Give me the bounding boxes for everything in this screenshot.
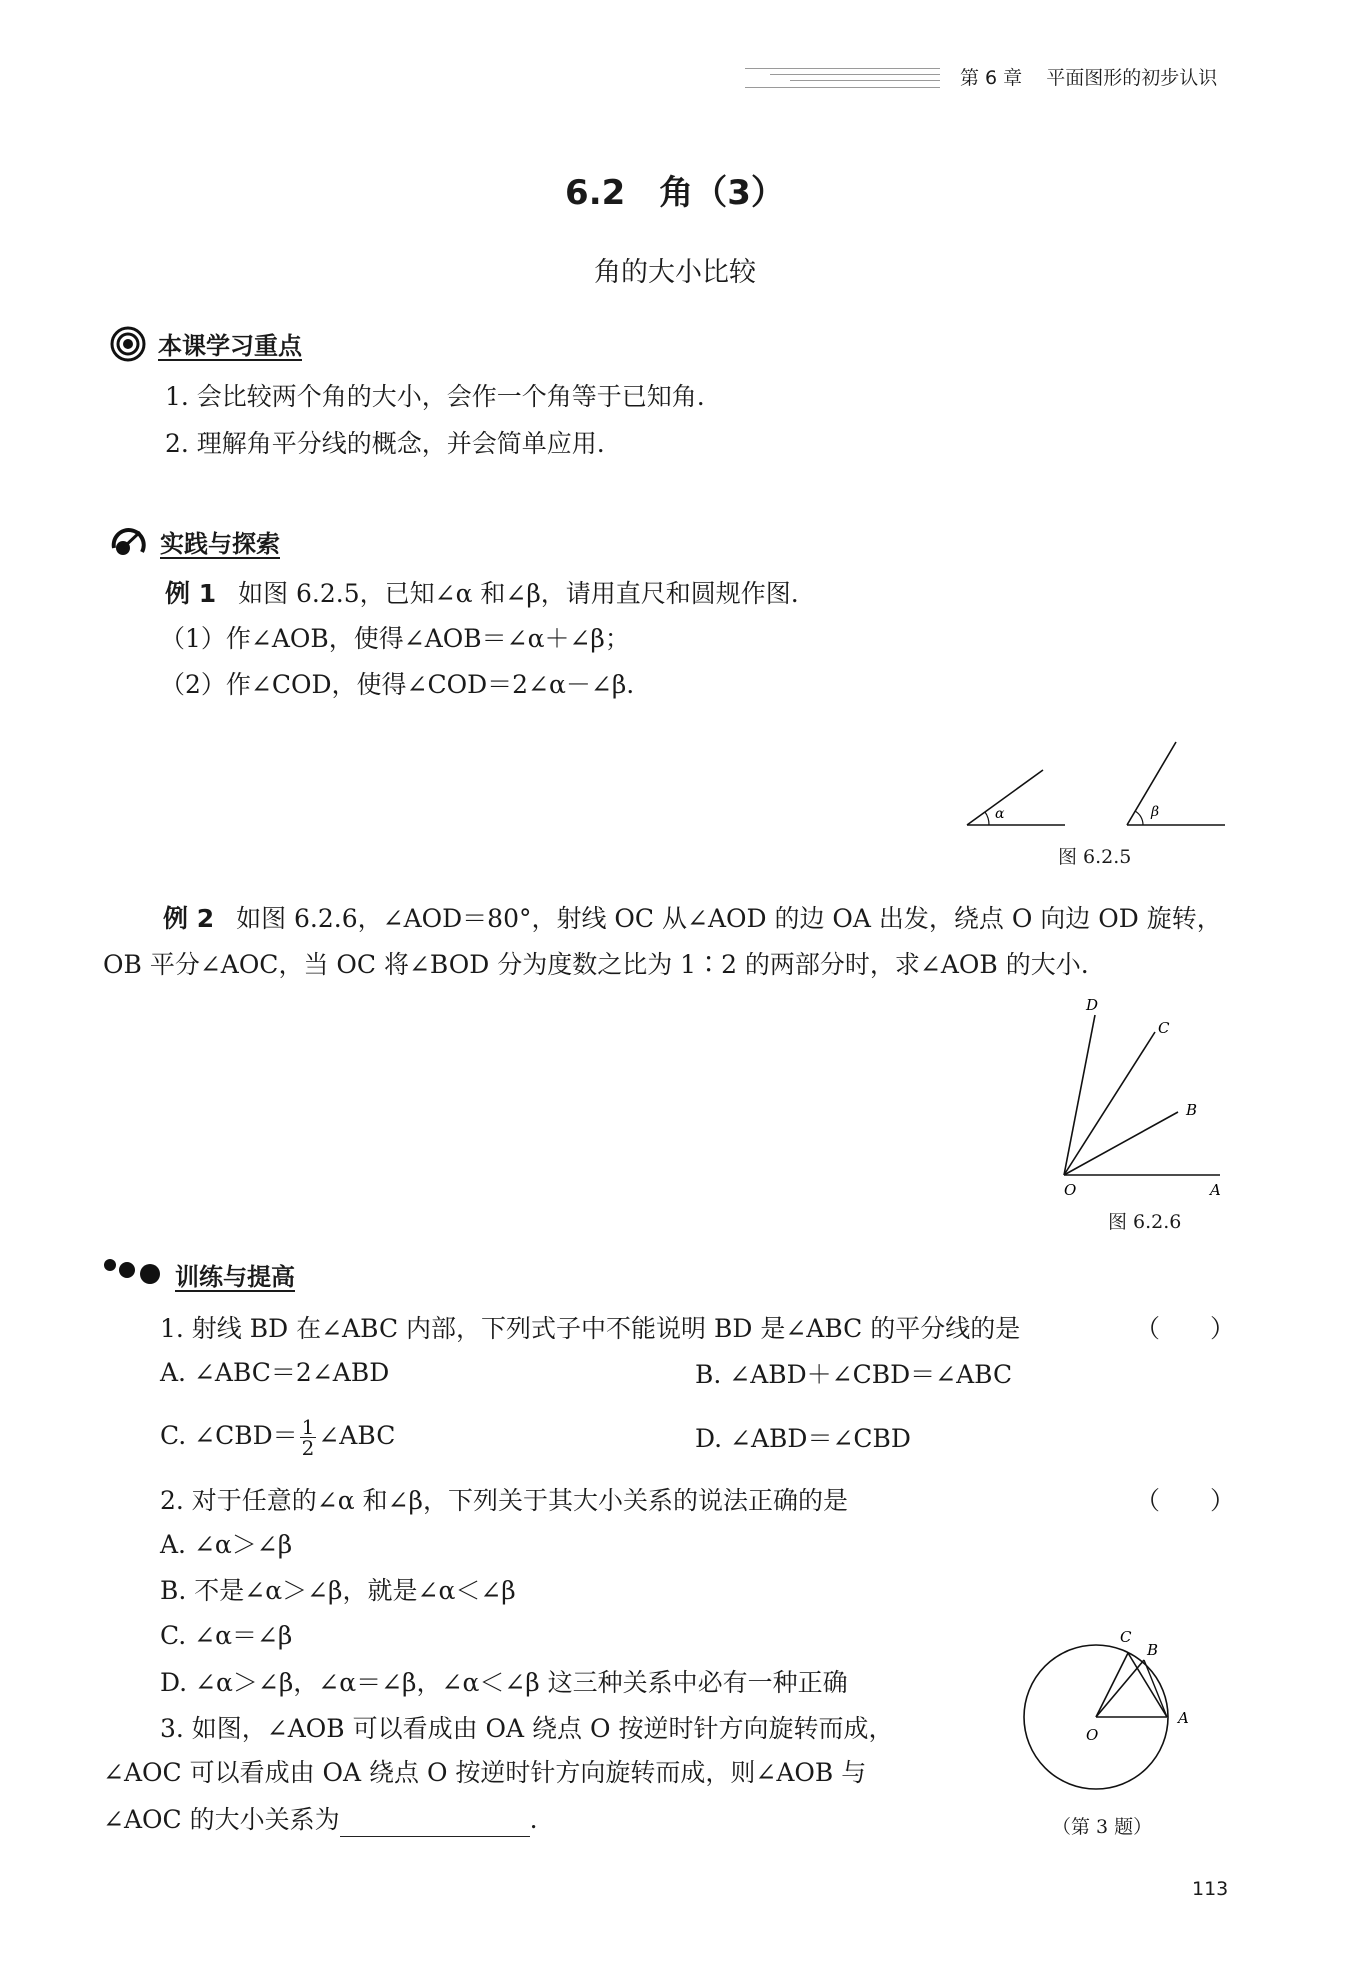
dots-icon bbox=[102, 1255, 164, 1285]
figure-question-3 bbox=[1010, 1625, 1210, 1805]
example-1-stem bbox=[165, 577, 799, 611]
question-1-stem: 1. 射线 BD 在∠ABC 内部，下列式子中不能说明 BD 是∠ABC 的平分线的是 bbox=[160, 1314, 1021, 1343]
example-1-part-2: （2）作∠COD，使得∠COD＝2∠α－∠β. bbox=[160, 670, 635, 699]
chapter-number: 第 6 章 bbox=[960, 67, 1023, 89]
fraction-denominator: 2 bbox=[301, 1436, 315, 1460]
example-1-text: 如图 6.2.5，已知∠α 和∠β，请用直尺和圆规作图. bbox=[238, 579, 799, 608]
option-c-suffix: ∠ABC bbox=[318, 1421, 396, 1450]
example-2-label: 例 2 bbox=[163, 904, 215, 933]
chapter-header bbox=[960, 63, 1217, 90]
point-O-label: O bbox=[1064, 1181, 1077, 1199]
question-3-text: ∠AOC 的大小关系为 bbox=[103, 1805, 340, 1834]
example-2-line-2: OB 平分∠AOC，当 OC 将∠BOD 分为度数之比为 1∶2 的两部分时，求∠AOB 的大小. bbox=[103, 950, 1089, 979]
question-1-option-d: D. ∠ABD＝∠CBD bbox=[695, 1424, 911, 1453]
fraction-one-half bbox=[300, 1417, 317, 1458]
section-title-explore: 实践与探索 bbox=[160, 530, 280, 558]
example-1-label: 例 1 bbox=[165, 579, 217, 608]
alpha-label: α bbox=[995, 806, 1005, 822]
angle-beta bbox=[1127, 742, 1225, 825]
question-2-answer-bracket[interactable]: （ ） bbox=[1135, 1486, 1236, 1515]
chapter-title: 平面图形的初步认识 bbox=[1046, 67, 1218, 89]
figure-6-2-5 bbox=[955, 735, 1235, 835]
page-subtitle: 角的大小比较 bbox=[594, 257, 756, 288]
option-c-prefix: C. ∠CBD＝ bbox=[160, 1421, 298, 1450]
figure-question-3-caption: （第 3 题） bbox=[1052, 1816, 1153, 1838]
question-3-line-3 bbox=[103, 1803, 538, 1837]
question-2-option-d: D. ∠α＞∠β，∠α＝∠β，∠α＜∠β 这三种关系中必有一种正确 bbox=[160, 1668, 848, 1697]
point-D-label: D bbox=[1086, 996, 1099, 1014]
question-1-option-b: B. ∠ABD＋∠CBD＝∠ABC bbox=[695, 1360, 1013, 1389]
point-C-label: C bbox=[1158, 1019, 1170, 1037]
question-1-option-a: A. ∠ABC＝2∠ABD bbox=[160, 1358, 390, 1387]
question-1-answer-bracket[interactable]: （ ） bbox=[1135, 1314, 1236, 1343]
q3-point-C-label: C bbox=[1120, 1628, 1132, 1646]
question-3-line-1: 3. 如图，∠AOB 可以看成由 OA 绕点 O 按逆时针方向旋转而成， bbox=[160, 1714, 894, 1743]
question-2-option-c: C. ∠α＝∠β bbox=[160, 1621, 293, 1650]
question-3-period: . bbox=[529, 1805, 538, 1834]
example-2-text: 如图 6.2.6，∠AOD＝80°，射线 OC 从∠AOD 的边 OA 出发，绕点 O 向边 OD 旋转， bbox=[236, 904, 1222, 933]
q3-point-A-label: A bbox=[1178, 1709, 1189, 1727]
question-2-option-b: B. 不是∠α＞∠β，就是∠α＜∠β bbox=[160, 1576, 516, 1605]
question-3-line-2: ∠AOC 可以看成由 OA 绕点 O 按逆时针方向旋转而成，则∠AOB 与 bbox=[103, 1758, 867, 1787]
point-A-label: A bbox=[1210, 1181, 1221, 1199]
angle-alpha bbox=[967, 770, 1065, 825]
page-title: 6.2 角（3） bbox=[565, 173, 785, 213]
example-1-part-1: （1）作∠AOB，使得∠AOB＝∠α＋∠β； bbox=[160, 624, 630, 653]
question-2-option-a: A. ∠α＞∠β bbox=[160, 1530, 293, 1559]
q3-point-B-label: B bbox=[1147, 1641, 1159, 1659]
focus-item-1: 1. 会比较两个角的大小，会作一个角等于已知角. bbox=[165, 382, 705, 411]
fraction-numerator: 1 bbox=[301, 1415, 315, 1439]
explore-icon bbox=[110, 522, 148, 560]
question-2-stem: 2. 对于任意的∠α 和∠β，下列关于其大小关系的说法正确的是 bbox=[160, 1486, 848, 1515]
section-title-practice: 训练与提高 bbox=[175, 1263, 295, 1291]
section-title-focus: 本课学习重点 bbox=[158, 332, 302, 360]
question-1-option-c bbox=[160, 1406, 395, 1466]
figure-6-2-5-caption: 图 6.2.5 bbox=[1058, 846, 1132, 868]
example-2-line-1 bbox=[163, 902, 1222, 936]
focus-item-2: 2. 理解角平分线的概念，并会简单应用. bbox=[165, 429, 605, 458]
figure-6-2-6-caption: 图 6.2.6 bbox=[1108, 1211, 1182, 1233]
beta-label: β bbox=[1151, 804, 1160, 820]
answer-blank[interactable] bbox=[340, 1810, 530, 1837]
figure-6-2-6 bbox=[1040, 995, 1230, 1205]
q3-point-O-label: O bbox=[1086, 1726, 1099, 1744]
page-number: 113 bbox=[1192, 1878, 1229, 1900]
point-B-label: B bbox=[1186, 1101, 1198, 1119]
target-icon bbox=[110, 326, 146, 362]
